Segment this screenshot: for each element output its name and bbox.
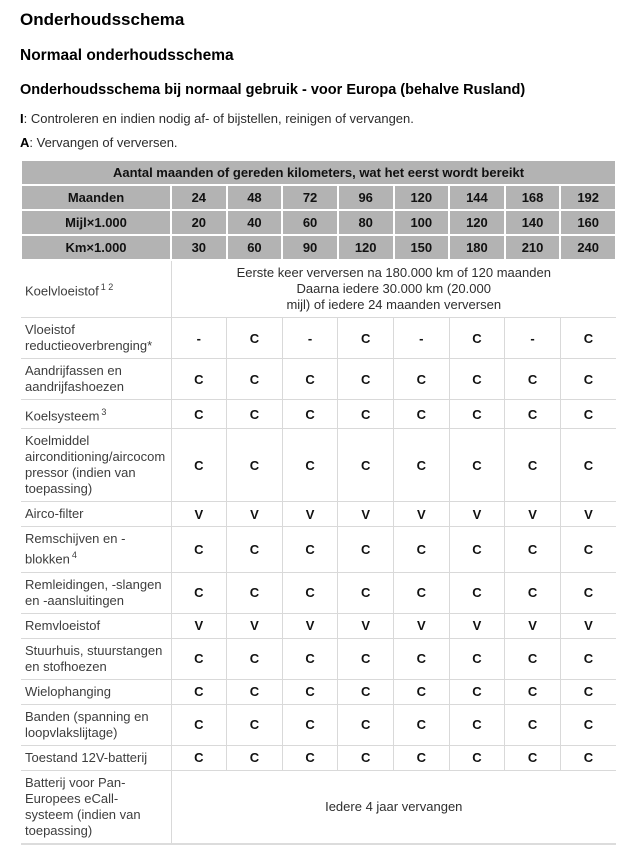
footnote-marker: 3 — [101, 407, 107, 417]
header-row-miles — [21, 210, 616, 235]
schedule-cell: C — [282, 679, 338, 704]
schedule-cell: C — [338, 679, 394, 704]
schedule-cell: C — [282, 572, 338, 613]
header-cell: 60 — [227, 235, 283, 260]
row-label: Vloeistof reductieoverbrenging* — [21, 318, 171, 359]
schedule-cell: C — [338, 572, 394, 613]
row-label: Remvloeistof — [21, 613, 171, 638]
schedule-cell: C — [560, 429, 616, 502]
schedule-cell: C — [227, 359, 283, 400]
schedule-cell: C — [449, 400, 505, 429]
schedule-cell: C — [338, 527, 394, 572]
schedule-cell: V — [394, 502, 450, 527]
schedule-cell: C — [505, 572, 561, 613]
schedule-cell: C — [282, 527, 338, 572]
schedule-cell: C — [171, 745, 227, 770]
row-label: Aandrijfassen en aandrijfashoezen — [21, 359, 171, 400]
schedule-cell: V — [505, 502, 561, 527]
table-banner: Aantal maanden of gereden kilometers, wat het eerst wordt bereikt — [21, 160, 616, 185]
row-label: Koelvloeistof $^{1 2}$ — [21, 260, 171, 318]
schedule-cell: C — [560, 679, 616, 704]
schedule-cell: C — [338, 704, 394, 745]
header-cell: 140 — [505, 210, 561, 235]
row-label: Koelsysteem $^3$ — [21, 400, 171, 429]
header-cell: 144 — [449, 185, 505, 210]
legend-line-i — [20, 111, 620, 126]
header-cell: 90 — [282, 235, 338, 260]
header-cell: 192 — [560, 185, 616, 210]
schedule-cell: C — [505, 745, 561, 770]
header-cell: 210 — [505, 235, 561, 260]
row-label: Batterij voor Pan-Europees eCall-systeem (indien van toepassing) — [21, 770, 171, 844]
header-cell: 72 — [282, 185, 338, 210]
header-cell: 168 — [505, 185, 561, 210]
schedule-cell: C — [394, 638, 450, 679]
header-cell: 24 — [171, 185, 227, 210]
header-cell: 240 — [560, 235, 616, 260]
schedule-cell: C — [394, 745, 450, 770]
schedule-cell: V — [171, 502, 227, 527]
schedule-cell: C — [505, 400, 561, 429]
schedule-cell: C — [282, 745, 338, 770]
schedule-cell: C — [171, 679, 227, 704]
schedule-cell: C — [338, 359, 394, 400]
legend-line-a — [20, 135, 620, 150]
header-cell: 120 — [449, 210, 505, 235]
header-label-months: Maanden — [21, 185, 171, 210]
schedule-cell: C — [227, 527, 283, 572]
table-row-coolant — [21, 260, 616, 318]
table-row-brake-discs — [21, 527, 616, 572]
schedule-cell: C — [449, 318, 505, 359]
header-cell: 160 — [560, 210, 616, 235]
schedule-cell: C — [227, 679, 283, 704]
schedule-cell: C — [227, 318, 283, 359]
schedule-cell: C — [227, 638, 283, 679]
table-row-brake-lines — [21, 572, 616, 613]
legend-key-a: A — [20, 135, 30, 150]
schedule-cell: C — [449, 679, 505, 704]
table-row-ac-filter — [21, 502, 616, 527]
legend-key-i: I — [20, 111, 24, 126]
header-cell: 120 — [338, 235, 394, 260]
table-row-brake-fluid — [21, 613, 616, 638]
table-row-ecall-battery — [21, 770, 616, 844]
schedule-cell: V — [560, 613, 616, 638]
schedule-cell: C — [560, 572, 616, 613]
schedule-cell: C — [171, 704, 227, 745]
schedule-cell: C — [449, 572, 505, 613]
schedule-cell: C — [171, 527, 227, 572]
schedule-cell: C — [394, 704, 450, 745]
schedule-cell: C — [560, 318, 616, 359]
schedule-cell: C — [171, 572, 227, 613]
row-label: Banden (spanning en loopvlakslijtage) — [21, 704, 171, 745]
schedule-cell: C — [394, 429, 450, 502]
row-label: Koelmiddel airconditioning/aircocompressor (indien van toepassing) — [21, 429, 171, 502]
header-cell: 120 — [394, 185, 450, 210]
schedule-cell: C — [560, 527, 616, 572]
schedule-cell: C — [505, 704, 561, 745]
schedule-cell: C — [227, 745, 283, 770]
schedule-span-cell: Eerste keer verversen na 180.000 km of 120 maanden Daarna iedere 30.000 km (20.000 mijl) of iedere 24 maanden verversen — [171, 260, 616, 318]
header-cell: 80 — [338, 210, 394, 235]
schedule-cell: C — [338, 318, 394, 359]
schedule-cell: C — [505, 527, 561, 572]
header-cell: 20 — [171, 210, 227, 235]
schedule-cell: C — [171, 638, 227, 679]
schedule-cell: C — [282, 638, 338, 679]
footnote-marker: 4 — [71, 550, 77, 561]
legend-text-i: : Controleren en indien nodig af- of bijstellen, reinigen of vervangen. — [23, 111, 414, 126]
schedule-cell: C — [171, 359, 227, 400]
schedule-cell: C — [394, 400, 450, 429]
schedule-cell: - — [394, 318, 450, 359]
schedule-cell: C — [505, 429, 561, 502]
schedule-cell: C — [394, 572, 450, 613]
header-cell: 48 — [227, 185, 283, 210]
table-row-tires — [21, 704, 616, 745]
schedule-cell: C — [338, 745, 394, 770]
footnote-marker: 1 2 — [100, 281, 114, 292]
header-cell: 30 — [171, 235, 227, 260]
row-label: Remleidingen, -slangen en -aansluitingen — [21, 572, 171, 613]
row-label: Airco-filter — [21, 502, 171, 527]
section-heading: Onderhoudsschema bij normaal gebruik - voor Europa (behalve Rusland) — [20, 82, 526, 98]
table-row-ac-refrigerant — [21, 429, 616, 502]
schedule-cell: V — [449, 613, 505, 638]
schedule-cell: V — [171, 613, 227, 638]
maintenance-schedule-table — [20, 159, 617, 845]
schedule-cell: C — [227, 400, 283, 429]
header-label-km: Km×1.000 — [21, 235, 171, 260]
schedule-cell: C — [227, 704, 283, 745]
page-subtitle: Normaal onderhoudsschema — [20, 47, 234, 64]
schedule-cell: C — [338, 638, 394, 679]
row-label: Stuurhuis, stuurstangen en stofhoezen — [21, 638, 171, 679]
schedule-cell: C — [505, 359, 561, 400]
header-cell: 60 — [282, 210, 338, 235]
schedule-cell: C — [282, 704, 338, 745]
schedule-cell: V — [282, 613, 338, 638]
schedule-cell: C — [560, 745, 616, 770]
schedule-cell: V — [505, 613, 561, 638]
table-row-cooling-system — [21, 400, 616, 429]
header-row-months — [21, 185, 616, 210]
schedule-cell: C — [449, 638, 505, 679]
header-label-miles: Mijl×1.000 — [21, 210, 171, 235]
schedule-cell: - — [282, 318, 338, 359]
schedule-cell: C — [449, 359, 505, 400]
schedule-cell: C — [449, 704, 505, 745]
schedule-cell: V — [394, 613, 450, 638]
schedule-cell: C — [449, 745, 505, 770]
header-cell: 150 — [394, 235, 450, 260]
schedule-cell: C — [394, 679, 450, 704]
header-cell: 96 — [338, 185, 394, 210]
schedule-cell: C — [505, 638, 561, 679]
table-row-reduction-fluid — [21, 318, 616, 359]
header-cell: 180 — [449, 235, 505, 260]
schedule-cell: - — [171, 318, 227, 359]
table-row-suspension — [21, 679, 616, 704]
row-label: Wielophanging — [21, 679, 171, 704]
schedule-cell: C — [449, 429, 505, 502]
header-row-km — [21, 235, 616, 260]
table-row-driveshafts — [21, 359, 616, 400]
schedule-cell: V — [227, 502, 283, 527]
schedule-cell: C — [560, 704, 616, 745]
schedule-cell: C — [449, 527, 505, 572]
schedule-cell: C — [560, 400, 616, 429]
schedule-cell: C — [282, 429, 338, 502]
table-row-battery-12v — [21, 745, 616, 770]
schedule-cell: V — [338, 502, 394, 527]
schedule-cell: C — [227, 429, 283, 502]
header-cell: 40 — [227, 210, 283, 235]
schedule-cell: V — [449, 502, 505, 527]
schedule-cell: C — [282, 400, 338, 429]
schedule-cell: V — [560, 502, 616, 527]
schedule-cell: C — [394, 359, 450, 400]
schedule-cell: V — [338, 613, 394, 638]
schedule-cell: - — [505, 318, 561, 359]
schedule-cell: C — [560, 638, 616, 679]
row-label: Toestand 12V-batterij — [21, 745, 171, 770]
schedule-cell: C — [282, 359, 338, 400]
header-cell: 100 — [394, 210, 450, 235]
table-row-steering — [21, 638, 616, 679]
schedule-span-cell: Iedere 4 jaar vervangen — [171, 770, 616, 844]
schedule-cell: C — [560, 359, 616, 400]
schedule-cell: C — [338, 400, 394, 429]
table-banner-row — [21, 160, 616, 185]
schedule-cell: V — [227, 613, 283, 638]
schedule-cell: C — [171, 429, 227, 502]
row-label: Remschijven en -blokken $^4$ — [21, 527, 171, 572]
schedule-cell: C — [505, 679, 561, 704]
schedule-cell: V — [282, 502, 338, 527]
page-title: Onderhoudsschema — [20, 10, 185, 29]
schedule-cell: C — [394, 527, 450, 572]
schedule-cell: C — [338, 429, 394, 502]
schedule-cell: C — [227, 572, 283, 613]
legend-text-a: : Vervangen of verversen. — [29, 135, 178, 150]
schedule-cell: C — [171, 400, 227, 429]
